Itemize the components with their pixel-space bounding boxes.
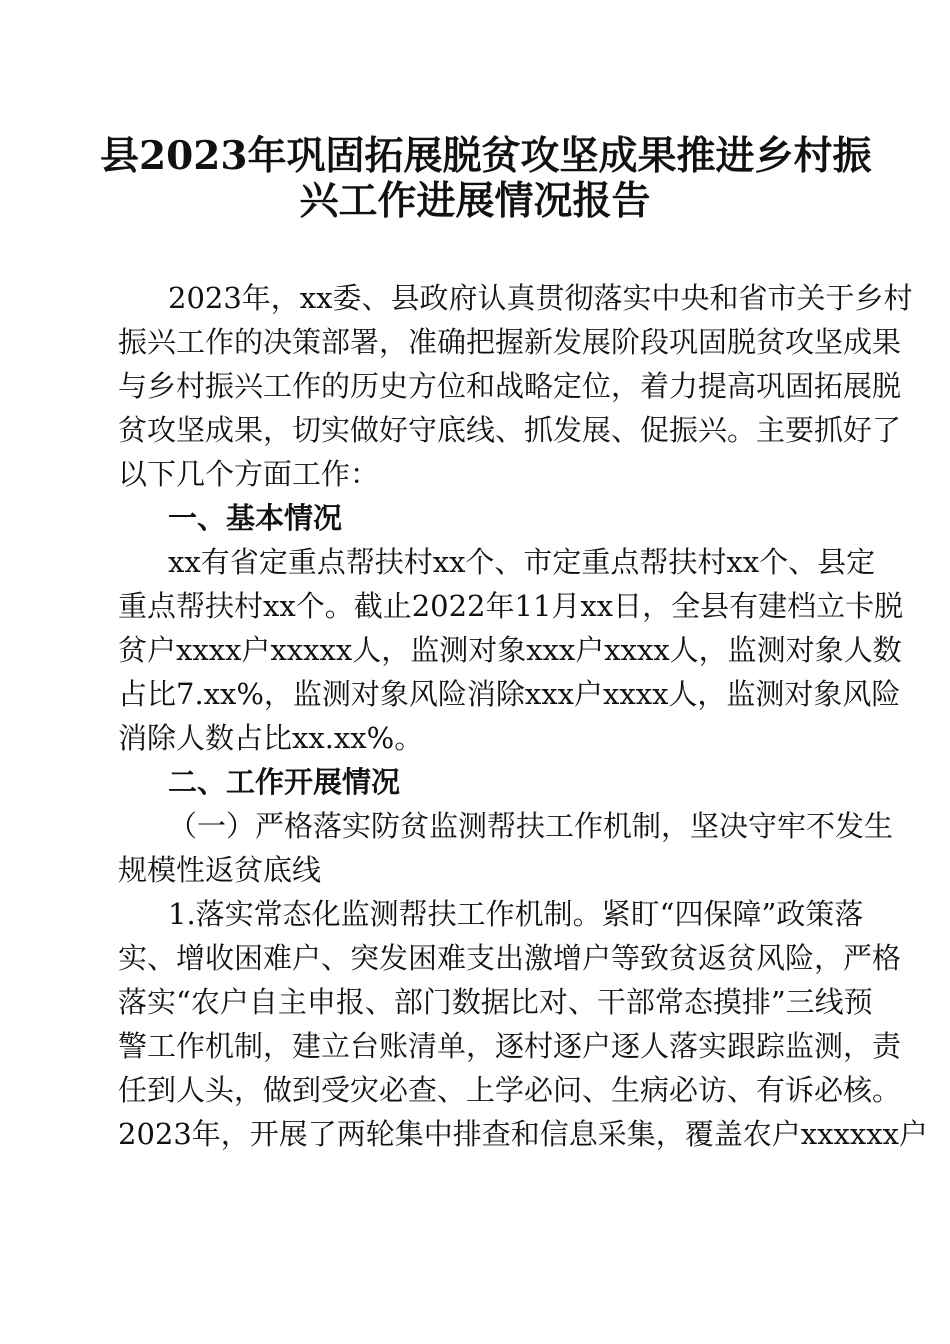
text-line: 1.落实常态化监测帮扶工作机制。紧盯“四保障”政策落 (168, 897, 864, 931)
text-line: 任到人头，做到受灾必查、上学必问、生病必访、有诉必核。 (118, 1073, 902, 1107)
text-line: 贫户xxxx户xxxxx人，监测对象xxx户xxxx人，监测对象人数 (118, 633, 902, 667)
section-heading-basic: 一、基本情况 (168, 501, 343, 535)
subheading (118, 804, 894, 892)
text-line: 规模性返贫底线 (118, 853, 322, 887)
text-line: 实、增收困难户、突发困难支出激增户等致贫返贫风险，严格 (118, 941, 902, 975)
text-line: 与乡村振兴工作的历史方位和战略定位，着力提高巩固拓展脱 (118, 369, 902, 403)
intro-paragraph (118, 276, 913, 496)
text-line: xx有省定重点帮扶村xx个、市定重点帮扶村xx个、县定 (168, 545, 876, 579)
text-line: （一）严格落实防贫监测帮扶工作机制，坚决守牢不发生 (168, 809, 894, 843)
text-line: 落实“农户自主申报、部门数据比对、干部常态摸排”三线预 (118, 985, 873, 1019)
item1-paragraph (118, 892, 928, 1156)
document-title (100, 133, 872, 224)
text-line: 以下几个方面工作： (118, 457, 380, 491)
text-line: 贫攻坚成果，切实做好守底线、抓发展、促振兴。主要抓好了 (118, 413, 902, 447)
text-line: 重点帮扶村xx个。截止2022年11月xx日，全县有建档立卡脱 (118, 589, 904, 623)
title-line: 县2023年巩固拓展脱贫攻坚成果推进乡村振 (100, 133, 872, 179)
title-line: 兴工作进展情况报告 (299, 178, 651, 224)
basic-paragraph (118, 540, 904, 760)
text-line: 振兴工作的决策部署，准确把握新发展阶段巩固脱贫攻坚成果 (118, 325, 902, 359)
document-body (118, 276, 928, 1156)
text-line: 2023年，xx委、县政府认真贯彻落实中央和省市关于乡村 (168, 281, 913, 315)
text-line: 警工作机制，建立台账清单，逐村逐户逐人落实跟踪监测，责 (118, 1029, 902, 1063)
text-line: 占比7.xx%，监测对象风险消除xxx户xxxx人，监测对象风险 (118, 677, 901, 711)
text-line: 消除人数占比xx.xx%。 (118, 721, 424, 755)
text-line: 2023年，开展了两轮集中排查和信息采集，覆盖农户xxxxxx户 (118, 1117, 928, 1151)
section-heading-work: 二、工作开展情况 (168, 765, 401, 799)
